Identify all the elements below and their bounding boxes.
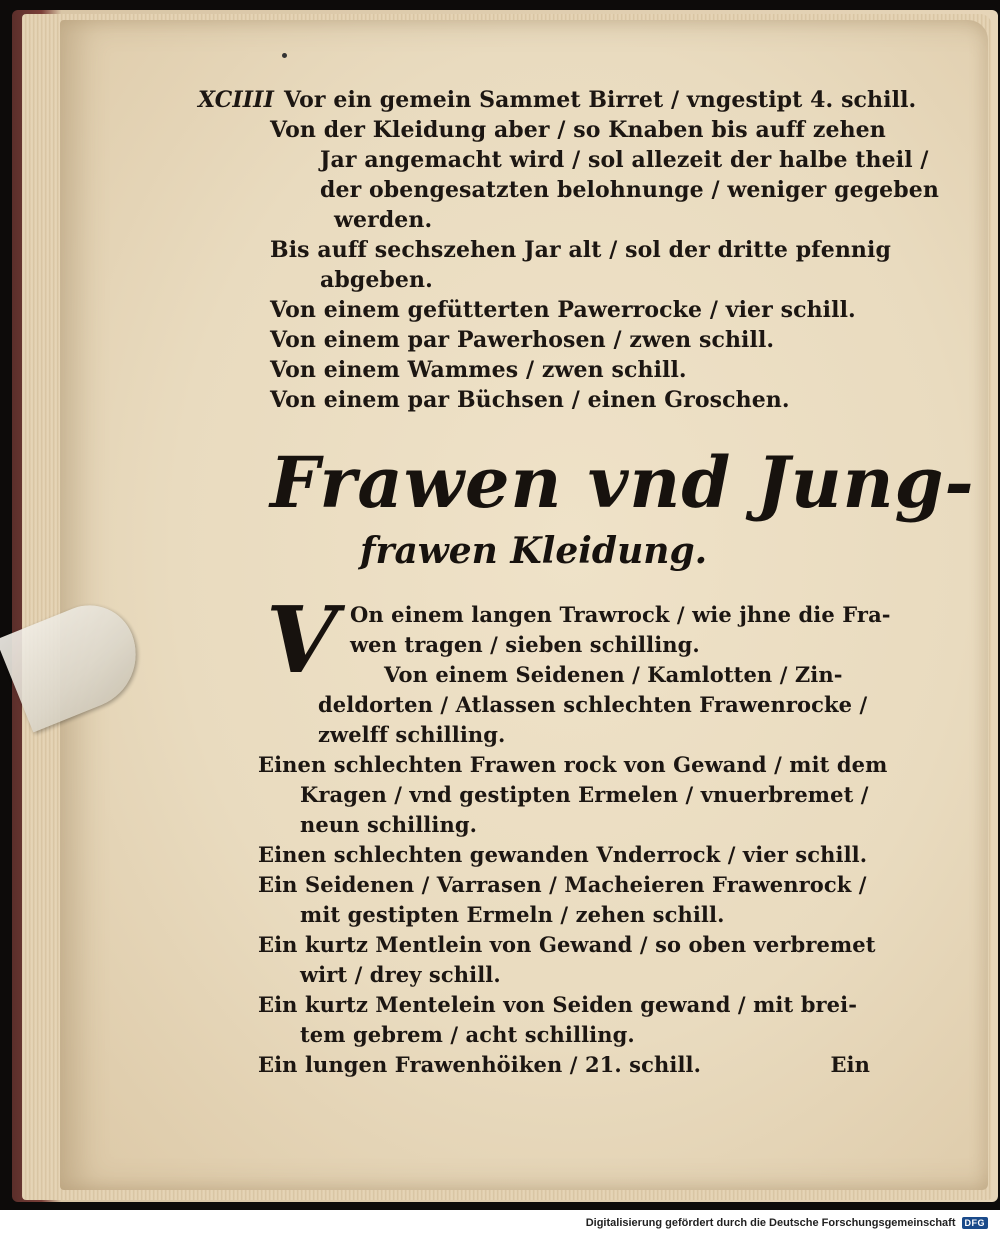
- text-line: wen tragen / sieben schilling.: [350, 632, 700, 657]
- text-line: Von einem Seidenen / Kamlotten / Zin-: [384, 662, 843, 687]
- text-line-last: [258, 1050, 870, 1080]
- text-line: XCIIII Vor ein gemein Sammet Birret / vngestipt 4. schill.: [198, 87, 917, 113]
- text-line: zwelff schilling.: [318, 722, 506, 747]
- text-line: Ein kurtz Mentelein von Seiden gewand / mit brei-: [258, 992, 858, 1017]
- text-line: mit gestipten Ermeln / zehen schill.: [300, 902, 725, 927]
- text-line: On einem langen Trawrock / wie jhne die Fra-: [350, 602, 891, 627]
- text-line: Jar angemacht wird / sol allezeit der halbe theil /: [320, 147, 929, 173]
- credit-bar: [0, 1212, 1000, 1234]
- text-line: Von einem par Pawerhosen / zwen schill.: [270, 327, 775, 353]
- text-line: Kragen / vnd gestipten Ermelen / vnuerbremet /: [300, 782, 869, 807]
- dfg-logo-icon: DFG: [962, 1217, 989, 1229]
- text-line: neun schilling.: [300, 812, 478, 837]
- credit-text: Digitalisierung gefördert durch die Deutsche Forschungsgemeinschaft: [585, 1217, 956, 1229]
- catchword: Ein: [830, 1052, 870, 1077]
- page-signature: XCIIII: [198, 87, 274, 113]
- decorated-initial: V: [266, 586, 338, 694]
- heading-line-2: frawen Kleidung.: [360, 530, 708, 572]
- text-line: werden.: [334, 207, 433, 233]
- text-line: der obengesatzten belohnunge / weniger gegeben: [320, 177, 939, 203]
- text-line: Von einem par Büchsen / einen Groschen.: [270, 387, 790, 413]
- text-block-top: [198, 85, 939, 415]
- text-line: Ein kurtz Mentlein von Gewand / so oben verbremet: [258, 932, 876, 957]
- text-block-bottom: [258, 600, 891, 1080]
- text-line: abgeben.: [320, 267, 433, 293]
- text-line: Von einem Wammes / zwen schill.: [270, 357, 687, 383]
- text-line: Bis auff sechszehen Jar alt / sol der dritte pfennig: [270, 237, 891, 263]
- text-line: wirt / drey schill.: [300, 962, 501, 987]
- text-line: Von einem gefütterten Pawerrocke / vier schill.: [270, 297, 856, 323]
- ink-spot: [282, 53, 287, 58]
- text-line: tem gebrem / acht schilling.: [300, 1022, 635, 1047]
- text-line: Ein Seidenen / Varrasen / Macheieren Frawenrock /: [258, 872, 867, 897]
- text-line: Ein lungen Frawenhöiken / 21. schill.: [258, 1052, 702, 1077]
- text-line: Von der Kleidung aber / so Knaben bis auff zehen: [270, 117, 886, 143]
- text-line: deldorten / Atlassen schlechten Frawenrocke /: [318, 692, 868, 717]
- heading-line-1: Frawen vnd Jung-: [270, 441, 975, 524]
- text-line: Einen schlechten gewanden Vnderrock / vier schill.: [258, 842, 868, 867]
- text-line: Einen schlechten Frawen rock von Gewand / mit dem: [258, 752, 888, 777]
- section-heading: [270, 440, 975, 576]
